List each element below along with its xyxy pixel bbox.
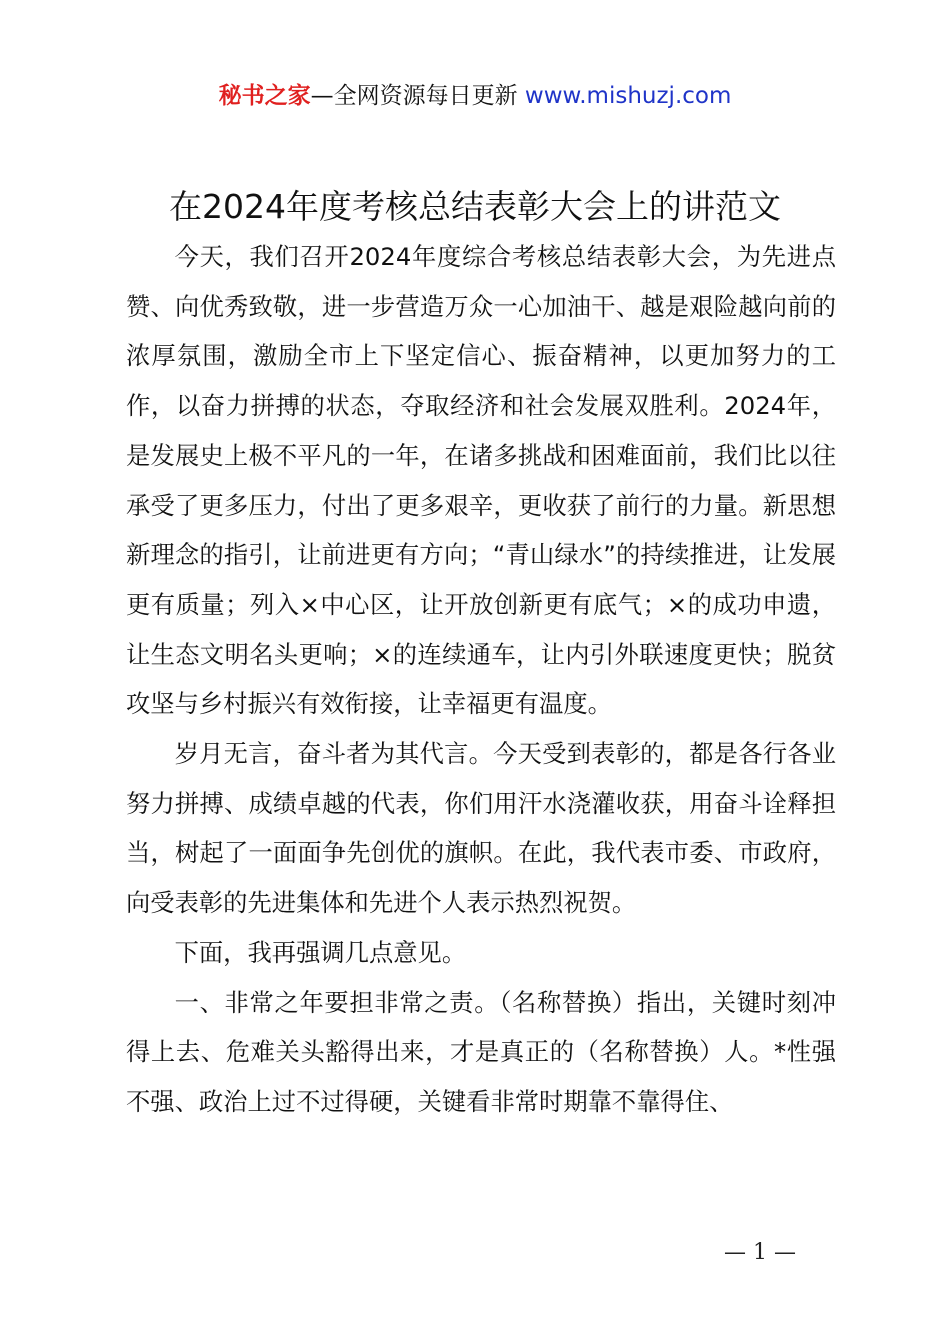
brand-name: 秘书之家 bbox=[218, 83, 311, 109]
paragraph-4: 一、非常之年要担非常之责。（名称替换）指出，关键时刻冲得上去、危难关头豁得出来，才是真正的（名称替换）人。*性强不强、政治上过不过得硬，关键看非常时期靠不靠得住、 bbox=[126, 987, 836, 1116]
header-tagline: —全网资源每日更新 bbox=[310, 83, 518, 109]
site-url-link[interactable]: www.mishuzj.com bbox=[524, 83, 732, 109]
paragraph-2: 岁月无言，奋斗者为其代言。今天受到表彰的，都是各行各业努力拼搏、成绩卓越的代表，你们用汗水浇灌收获，用奋斗诠释担当，树起了一面面争先创优的旗帜。在此，我代表市委、市政府，向受表彰的先进集体和先进个人表示热烈祝贺。 bbox=[126, 739, 836, 918]
site-header bbox=[0, 80, 950, 112]
paragraph-1: 今天，我们召开2024年度综合考核总结表彰大会，为先进点赞、向优秀致敬，进一步营造万众一心加油干、越是艰险越向前的浓厚氛围，激励全市上下坚定信心、振奋精神，以更加努力的工作，以奋力拼搏的状态，夺取经济和社会发展双胜利。2024年，是发展史上极不平凡的一年，在诸多挑战和困难面前，我们比以往承受了更多压力，付出了更多艰辛，更收获了前行的力量。新思想新理念的指引，让前进更有方向；“青山绿水”的持续推进，让发展更有质量；列入×中心区，让开放创新更有底气；×的成功申遗，让生态文明名头更响；×的连续通车，让内引外联速度更快；脱贫攻坚与乡村振兴有效衔接，让幸福更有温度。 bbox=[126, 242, 836, 719]
document-body bbox=[126, 232, 836, 1127]
paragraph-3: 下面，我再强调几点意见。 bbox=[174, 937, 467, 967]
page-number: — 1 — bbox=[724, 1240, 796, 1265]
document-title: 在2024年度考核总结表彰大会上的讲范文 bbox=[169, 187, 781, 226]
